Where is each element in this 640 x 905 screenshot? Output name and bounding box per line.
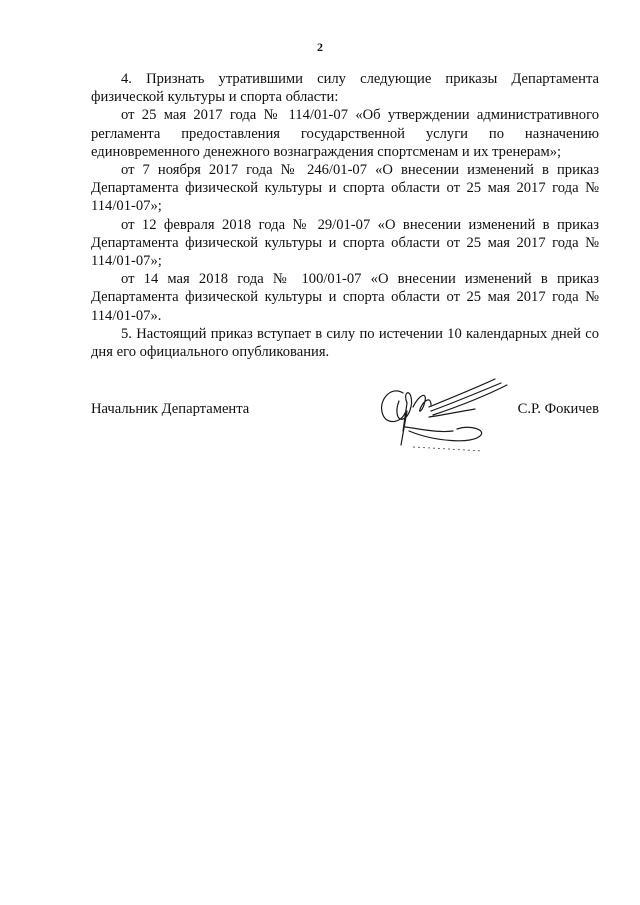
- document-body: [91, 70, 599, 361]
- paragraph-order-246: от 7 ноября 2017 года № 246/01-07 «О внесении изменений в приказ Департамента физической культуры и спорта области от 25 мая 2017 года № 114/01-07»;: [91, 162, 599, 215]
- paragraph-item-5: 5. Настоящий приказ вступает в силу по истечении 10 календарных дней со дня его официального опубликования.: [91, 325, 599, 361]
- paragraph-order-100: от 14 мая 2018 года № 100/01-07 «О внесении изменений в приказ Департамента физической культуры и спорта области от 25 мая 2017 года № 114/01-07».: [91, 271, 599, 324]
- paragraph-order-29: от 12 февраля 2018 года № 29/01-07 «О внесении изменений в приказ Департамента физической культуры и спорта области от 25 мая 2017 года № 114/01-07»;: [91, 216, 599, 270]
- paragraph-order-114: от 25 мая 2017 года № 114/01-07 «Об утверждении административного регламента предоставления государственной услуги по назначению единовременного денежного вознаграждения спортсменам и их тренерам»;: [91, 107, 599, 160]
- page-number: 2: [317, 40, 323, 54]
- handwritten-signature: [373, 371, 533, 461]
- signer-name: С.Р. Фокичев: [517, 401, 599, 417]
- paragraph-item-4: 4. Признать утратившими силу следующие приказы Департамента физической культуры и спорта области:: [91, 71, 599, 106]
- signer-position: Начальник Департамента: [91, 401, 250, 417]
- signature-block: [91, 397, 599, 477]
